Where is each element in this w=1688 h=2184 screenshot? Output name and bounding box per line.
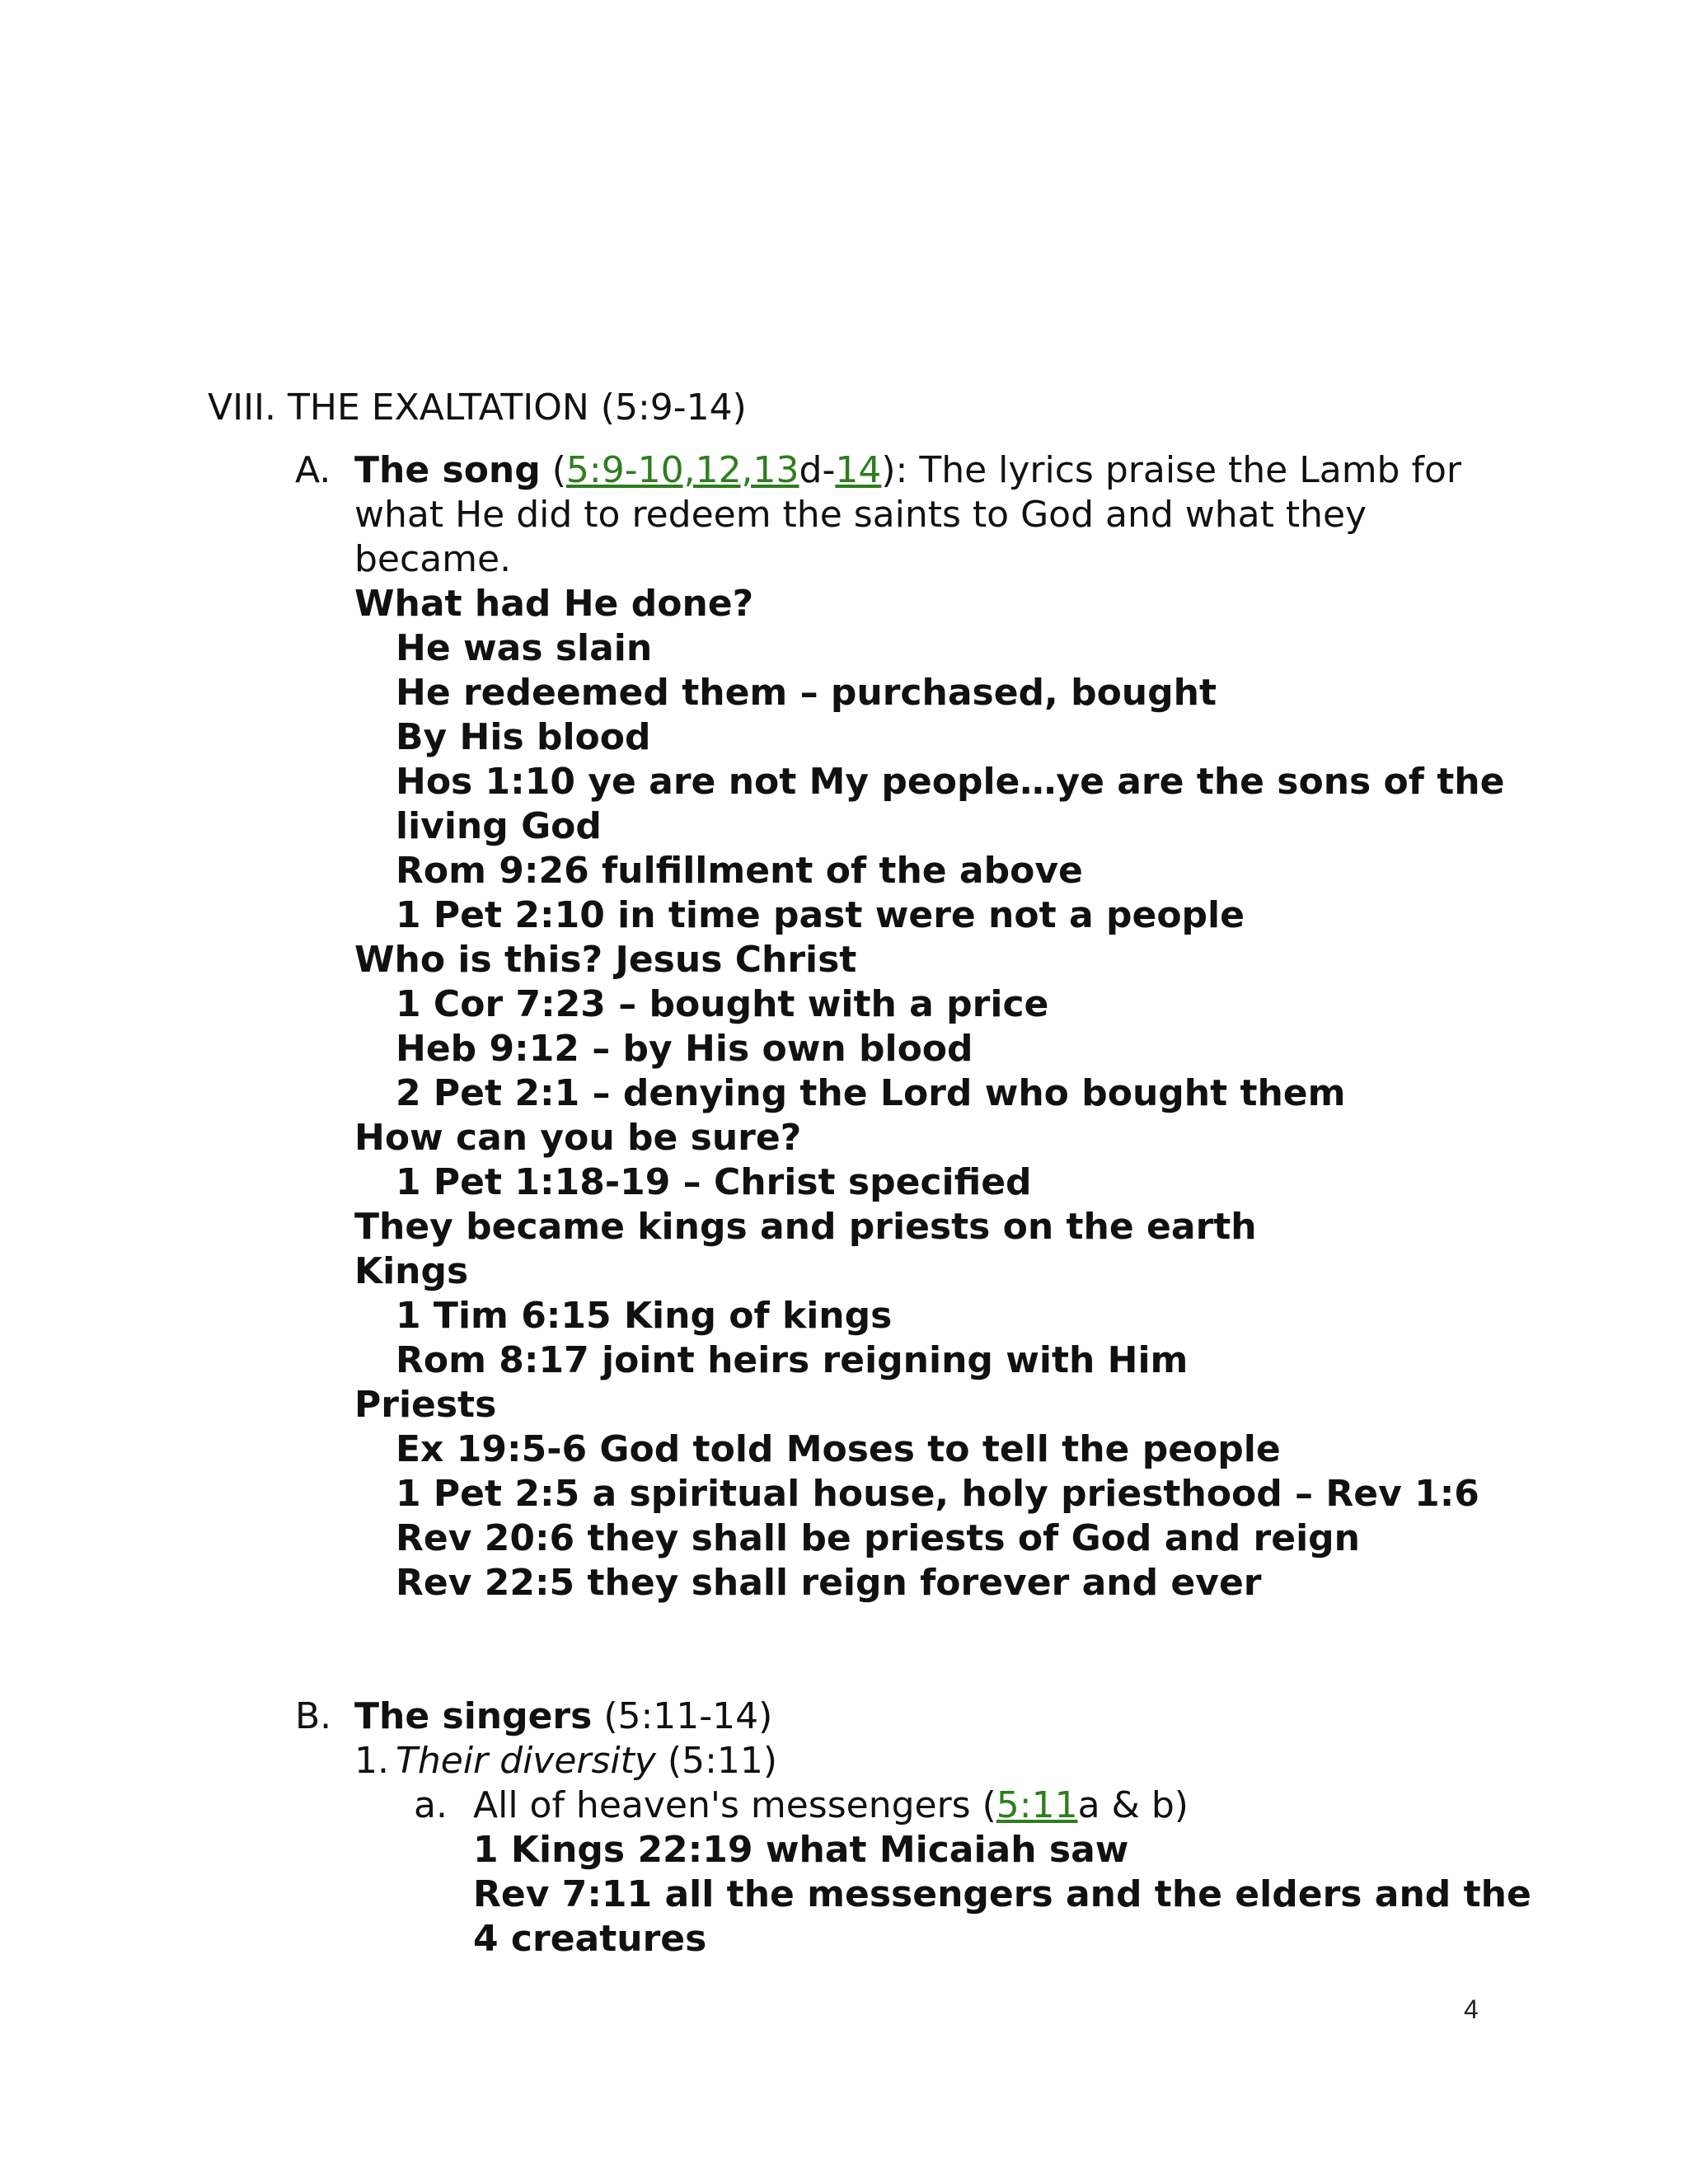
subsection-1-marker: 1.	[354, 1740, 389, 1782]
note-item: 1 Pet 1:18-19 – Christ specified	[396, 1161, 1032, 1203]
section-a-line2: what He did to redeem the saints to God and what they	[354, 494, 1367, 536]
scripture-link[interactable]: 14	[835, 449, 882, 491]
note-item: Hos 1:10 ye are not My people…ye are the sons of the	[396, 761, 1505, 803]
page-number: 4	[1464, 1994, 1479, 2024]
note-item: 4 creatures	[473, 1918, 707, 1960]
note-item: Rev 22:5 they shall reign forever and ever	[396, 1562, 1262, 1604]
note-question: Kings	[354, 1250, 469, 1292]
note-item: 1 Pet 2:5 a spiritual house, holy priesthood – Rev 1:6	[396, 1473, 1479, 1515]
note-item: 1 Pet 2:10 in time past were not a people	[396, 894, 1245, 936]
section-b-line1: The singers (5:11-14)	[354, 1695, 773, 1737]
section-a-line3: became.	[354, 538, 512, 580]
note-item: He redeemed them – purchased, bought	[396, 672, 1217, 714]
section-b-marker: B.	[295, 1695, 332, 1737]
note-question: How can you be sure?	[354, 1117, 802, 1159]
note-item: Ex 19:5-6 God told Moses to tell the people	[396, 1428, 1281, 1470]
subsection-a-marker: a.	[414, 1784, 448, 1826]
note-item: By His blood	[396, 716, 651, 758]
subsection-1-title: Their diversity	[396, 1740, 656, 1782]
note-item: 1 Cor 7:23 – bought with a price	[396, 983, 1049, 1025]
note-item: Rom 9:26 fulfillment of the above	[396, 850, 1083, 892]
note-item: Rev 7:11 all the messengers and the elders and the	[473, 1873, 1531, 1915]
note-question: Who is this? Jesus Christ	[354, 939, 857, 981]
heading-text: THE EXALTATION (5:9-14)	[288, 387, 747, 429]
heading-numeral: VIII.	[208, 387, 277, 429]
note-item: 1 Kings 22:19 what Micaiah saw	[473, 1829, 1129, 1871]
note-item: Rev 20:6 they shall be priests of God and reign	[396, 1517, 1360, 1559]
note-item: He was slain	[396, 627, 653, 669]
section-b-title: The singers	[354, 1695, 593, 1737]
section-heading	[208, 386, 747, 430]
note-question: They became kings and priests on the earth	[354, 1206, 1257, 1248]
note-item: Rom 8:17 joint heirs reigning with Him	[396, 1339, 1189, 1381]
scripture-link[interactable]: 5:11	[996, 1784, 1078, 1826]
subsection-a: All of heaven's messengers (5:11a & b)	[473, 1784, 1189, 1826]
scripture-link[interactable]: 5:9-10,12,13	[565, 449, 799, 491]
note-item: living God	[396, 805, 602, 847]
note-item: Heb 9:12 – by His own blood	[396, 1028, 973, 1070]
note-question: What had He done?	[354, 583, 754, 625]
note-item: 2 Pet 2:1 – denying the Lord who bought them	[396, 1072, 1346, 1114]
section-a-line1: The song (5:9-10,12,13d-14): The lyrics praise the Lamb for	[354, 449, 1461, 491]
subsection-1: Their diversity (5:11)	[396, 1740, 778, 1782]
note-item: 1 Tim 6:15 King of kings	[396, 1295, 893, 1337]
note-question: Priests	[354, 1384, 497, 1426]
section-a-title: The song	[354, 449, 541, 491]
section-a-marker: A.	[295, 449, 331, 491]
